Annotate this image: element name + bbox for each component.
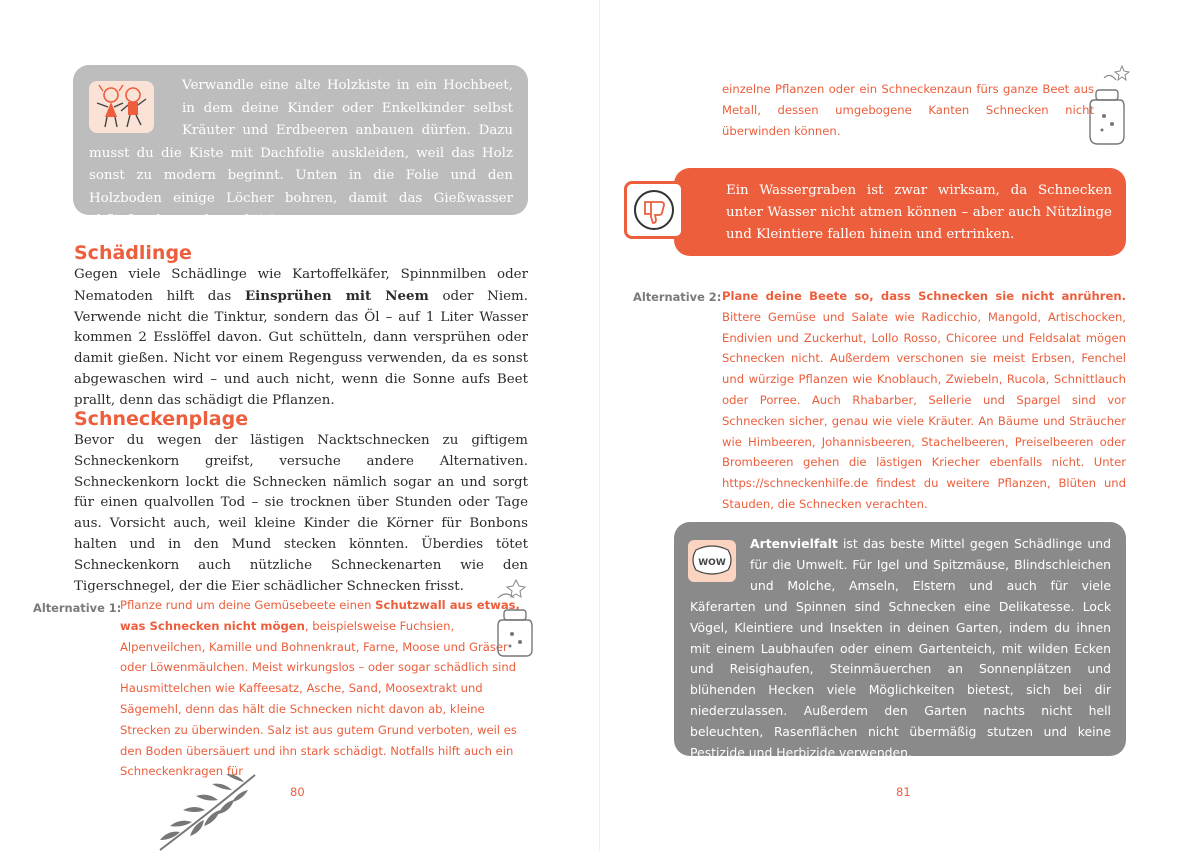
info-box (674, 522, 1126, 761)
warning-box (674, 168, 1126, 256)
alternative-1-text (120, 595, 528, 782)
leaf-icon (150, 770, 270, 851)
schaedlinge-text-part2: oder Niem. Verwende nicht die Tinktur, sondern das Öl – auf 1 Liter Wasser kommen 2 Esslöffel davon. Gut schütteln, dann versprühen oder damit gießen. Nicht vor einem Regenguss verwenden, da es sonst abgewaschen wird – und auch nicht, wenn die Sonne aufs Beet prallt, denn das schädigt die Pflanzen. (74, 288, 528, 408)
info-text-bold: Artenvielfalt (750, 536, 838, 551)
heading-schaedlinge: Schädlinge (74, 242, 192, 264)
alternative-2-text-bold: Plane deine Beete so, dass Schnecken sie nicht anrühren. (722, 289, 1126, 303)
page-number: 80 (290, 785, 305, 799)
alternative-2-text (722, 286, 1126, 515)
warning-text: Ein Wassergraben ist zwar wirksam, da Schnecken unter Wasser nicht atmen können – aber auch Nützlinge und Kleintiere fallen hinein und ertrinken. (726, 183, 1112, 242)
heading-schneckenplage: Schneckenplage (74, 408, 249, 430)
info-text-body: ist das beste Mittel gegen Schädlinge und für die Umwelt. Für Igel und Spitzmäuse, Blindschleichen und Molche, Amseln, Elstern und auch für viele Käferarten und Spinnen sind Schnecken eine Delikatesse. Lock Vögel, Kleintiere und Insekten in deinen Garten, indem du ihnen mit einem Laubhaufen oder einem Gartenteich, mit wilden Ecken und Reisighaufen, Steinmäuerchen an Sonnenplätzen und blühenden Hecken viele Möglichkeiten bietest, sich bei dir niederzulassen. Außerdem den Garten nachts nicht hell beleuchten, Rasenflächen nicht übermäßig stutzen und keine Pestizide und Herbizide verwenden. (690, 536, 1111, 761)
schaedlinge-text (74, 265, 528, 412)
alternative-1-text-part1: Pflanze rund um deine Gemüsebeete einen (120, 598, 372, 612)
thumbs-down-icon (632, 188, 676, 232)
schneckenplage-text: Bevor du wegen der lästigen Nacktschnecken zu giftigem Schneckenkorn greifst, versuche andere Alternativen. Schneckenkorn lockt die Schnecken nämlich sogar an und sorgt für einen qualvollen Tod – sie trocknen über Stunden oder Tage aus. Vorsicht auch, weil kleine Kinder die Körner für Bonbons halten und in den Mund stecken könnten. Überdies tötet Schneckenkorn auch nützliche Schneckenarten wie den Tigerschnegel, der die Eier schädlicher Schnecken frisst. (74, 433, 528, 594)
continuation-text: einzelne Pflanzen oder ein Schneckenzaun fürs ganze Beet aus Metall, dessen umgebogene Kanten Schnecken nicht überwinden können. (722, 82, 1094, 138)
warning-icon-frame (624, 181, 684, 239)
alternative-2-text-body: Bittere Gemüse und Salate wie Radicchio, Mangold, Artischocken, Endivien und Zuckerhut, Lollo Rosso, Chicoree und Feldsalat mögen Schnecken nicht. Außerdem verschonen sie meist Erbsen, Fenchel und würzige Pflanzen wie Knoblauch, Zwiebeln, Rucola, Schnittlauch oder Porree. Auch Rhabarber, Sellerie und Spargel sind vor Schnecken sicher, genau wie viele Kräuter. An Bäume und Sträucher wie Himbeeren, Johannisbeeren, Stachelbeeren, Preiselbeeren oder Brombeeren gehen die lästigen Kriecher ebenfalls nicht. Unter https://schneckenhilfe.de findest du weitere Pflanzen, Blüten und Stauden, die Schnecken verachten. (722, 309, 1126, 511)
alternative-1-text-part2: , beispielsweise Fuchsien, Alpenveilchen, Kamille und Bohnenkraut, Farne, Moose und Gräser oder Löwenmäulchen. Meist wirkungslos – oder sogar schädlich sind Hausmittelchen wie Kaffeesatz, Asche, Sand, Moosextrakt und Sägemehl, denn das hält die Schnecken nicht davon ab, kleine Strecken zu überwinden. Salz ist aus gutem Grund verboten, weil es den Boden übersäuert und ihn stark schädigt. Notfalls hilft auch ein Schneckenkragen für (120, 618, 517, 779)
schaedlinge-text-bold: Einsprühen mit Neem (244, 287, 429, 304)
jar-icon (486, 578, 546, 660)
wow-badge-label: WOW (698, 558, 726, 568)
jar-icon-right (1082, 64, 1134, 150)
info-text (690, 534, 1111, 764)
tip-text: Verwandle eine alte Holzkiste in ein Hochbeet, in dem deine Kinder oder Enkelkinder selbst Kräuter und Erdbeeren anbauen dürfen. Dazu musst du die Kiste mit Dachfolie auskleiden, weil das Holz sonst zu modern beginnt. Unten in die Folie und den Holzboden einige Löcher bohren, damit das Gießwasser abfließen kann – los geht's! (89, 78, 513, 228)
right-page (600, 0, 1200, 851)
alternative-1-text-bold: Schutzwall aus etwas, was Schnecken nicht mögen (120, 598, 520, 633)
schaedlinge-text-part1: Gegen viele Schädlinge wie Kartoffelkäfer, Spinnmilben oder Nematoden hilft das (74, 267, 528, 304)
tip-box (73, 65, 528, 228)
page-number: 81 (896, 785, 911, 799)
alternative-2-label: Alternative 2: (633, 290, 722, 304)
alternative-1-label: Alternative 1: (33, 601, 122, 615)
